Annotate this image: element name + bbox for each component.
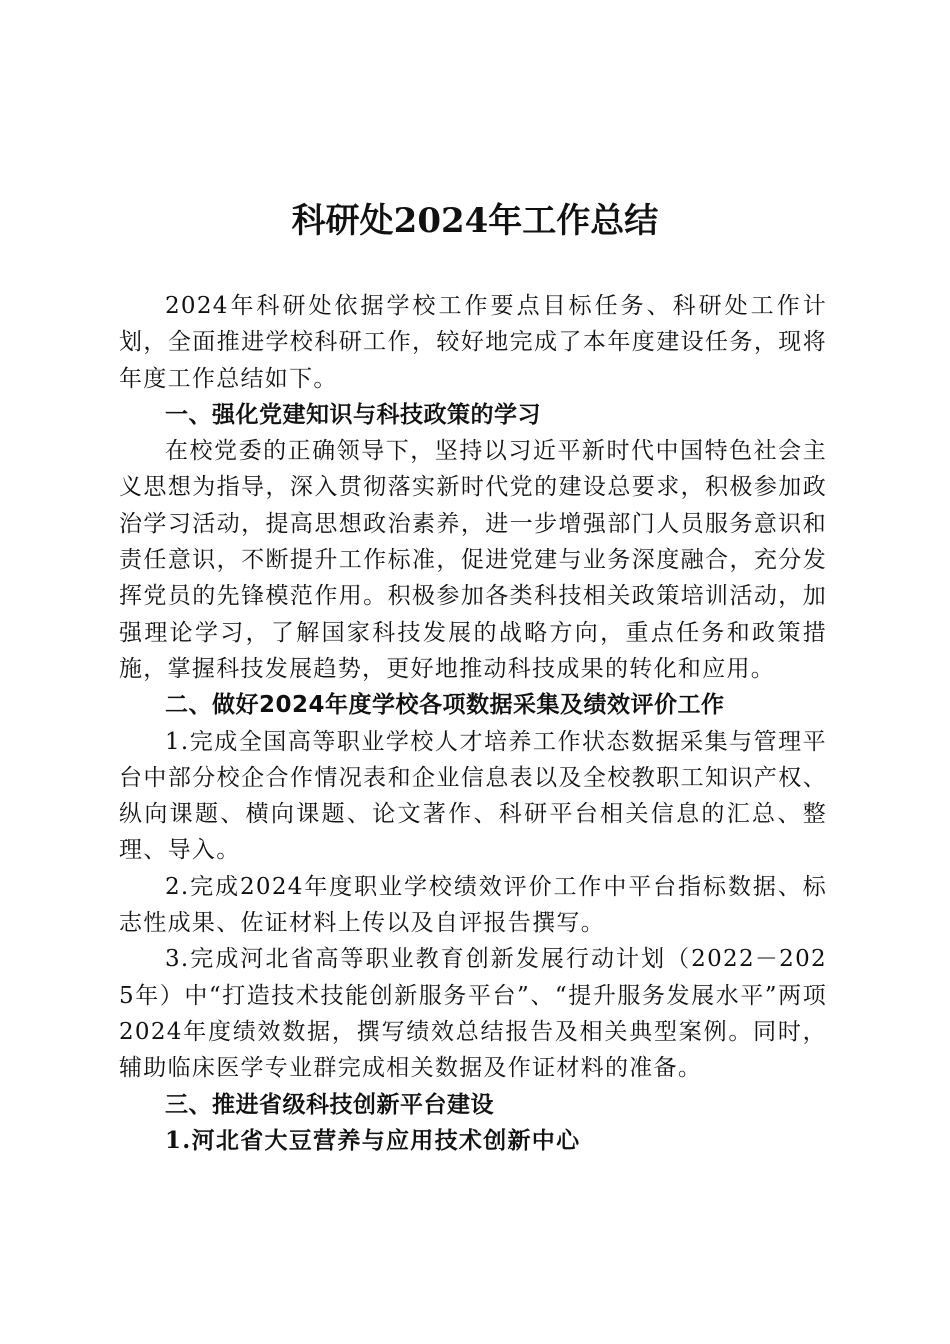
intro-paragraph: 2024年科研处依据学校工作要点目标任务、科研处工作计划，全面推进学校科研工作，较好地完成了本年度建设任务，现将年度工作总结如下。 <box>119 293 827 392</box>
section-2-item-1: 1.完成全国高等职业学校人才培养工作状态数据采集与管理平台中部分校企合作情况表和企业信息表以及全校教职工知识产权、纵向课题、横向课题、论文著作、科研平台相关信息的汇总、整理、导入。 <box>119 728 827 864</box>
section-3-heading: 三、推进省级科技创新平台建设 <box>165 1091 494 1118</box>
section-3-subheading-1: 1.河北省大豆营养与应用技术创新中心 <box>165 1126 581 1154</box>
section-1-heading: 一、强化党建知识与科技政策的学习 <box>165 401 541 428</box>
document-body <box>119 288 827 1159</box>
section-2-heading: 二、做好2024年度学校各项数据采集及绩效评价工作 <box>165 692 725 719</box>
section-2-item-2: 2.完成2024年度职业学校绩效评价工作中平台指标数据、标志性成果、佐证材料上传以及自评报告撰写。 <box>119 873 827 937</box>
section-1-paragraph: 在校党委的正确领导下，坚持以习近平新时代中国特色社会主义思想为指导，深入贯彻落实新时代党的建设总要求，积极参加政治学习活动，提高思想政治素养，进一步增强部门人员服务意识和责任意识，不断提升工作标准，促进党建与业务深度融合，充分发挥党员的先锋模范作用。积极参加各类科技相关政策培训活动，加强理论学习，了解国家科技发展的战略方向，重点任务和政策措施，掌握科技发展趋势，更好地推动科技成果的转化和应用。 <box>119 438 827 682</box>
document-title: 科研处2024年工作总结 <box>291 201 659 241</box>
section-2-item-3: 3.完成河北省高等职业教育创新发展行动计划（2022－2025年）中“打造技术技能创新服务平台”、“提升服务发展水平”两项2024年度绩效数据，撰写绩效总结报告及相关典型案例。同时，辅助临床医学专业群完成相关数据及作证材料的准备。 <box>119 946 827 1082</box>
